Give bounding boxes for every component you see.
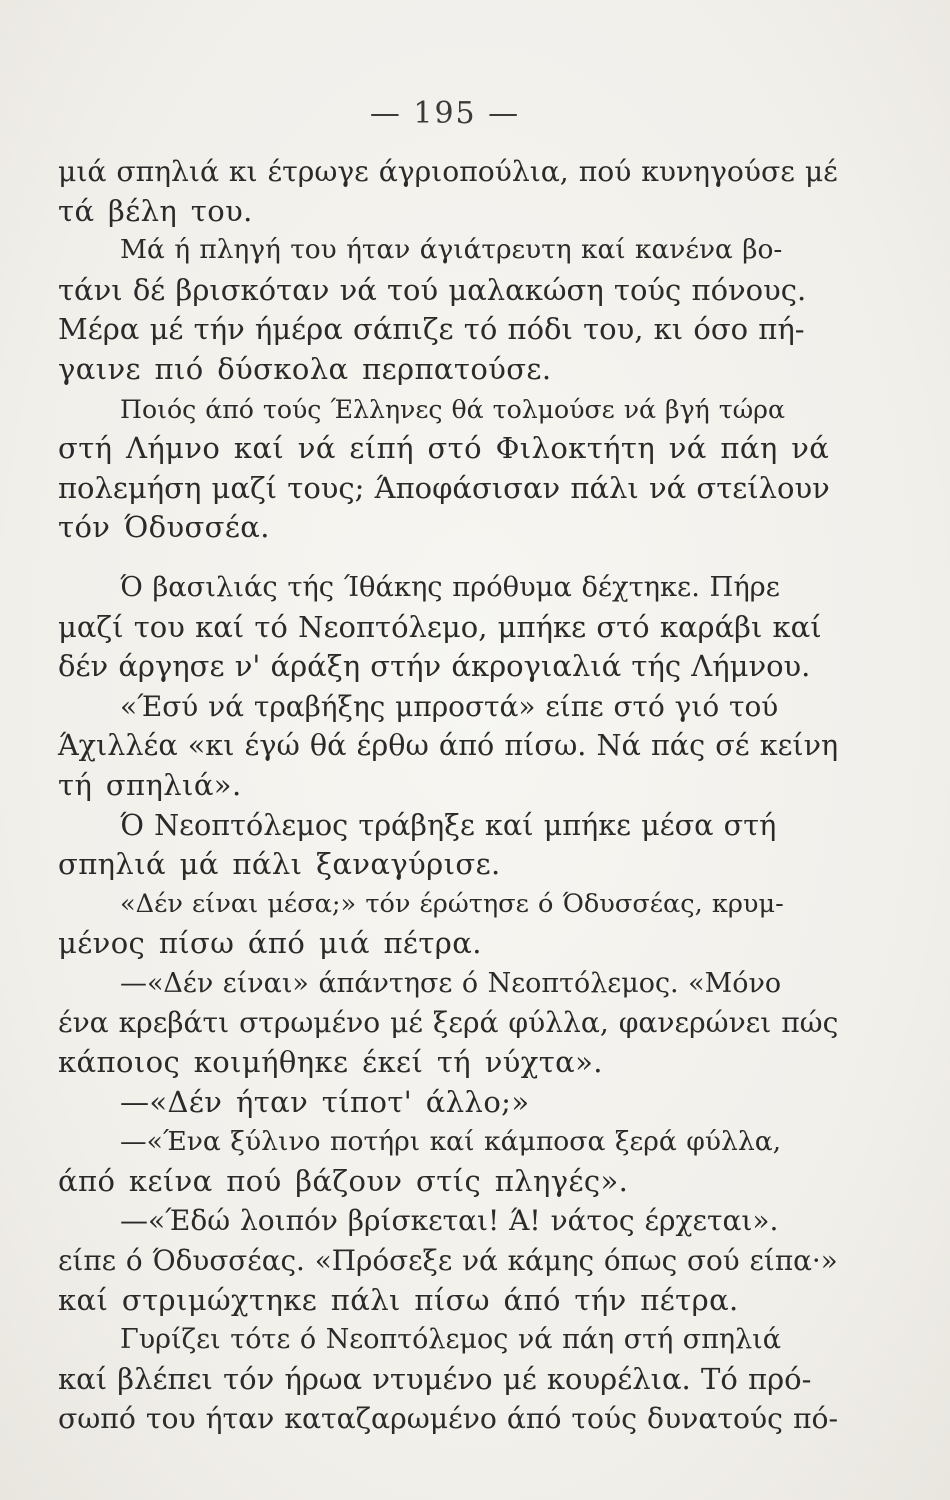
text-line: σπηλιά μά πάλι ξαναγύρισε. xyxy=(58,847,501,882)
text-line: στή Λήμνο καί νά είπή στό Φιλοκτήτη νά πάη νά xyxy=(58,431,830,466)
text-line: —«Δέν είναι» άπάντησε ό Νεοπτόλεμος. «Μόνο xyxy=(120,967,782,999)
text-line: Ό βασιλιάς τής Ίθάκης πρόθυμα δέχτηκε. Πήρε xyxy=(120,571,780,603)
text-line: Ό Νεοπτόλεμος τράβηξε καί μπήκε μέσα στή xyxy=(120,807,777,842)
text-line: «Έσύ νά τραβήξης μπροστά» είπε στό γιό τού xyxy=(120,689,779,723)
text-line: μιά σπηλιά κι έτρωγε άγριοπούλια, πού κυνηγούσε μέ xyxy=(58,155,838,188)
text-line: τά βέλη του. xyxy=(58,193,253,228)
text-line: μαζί του καί τό Νεοπτόλεμο, μπήκε στό καράβι καί xyxy=(58,609,822,644)
page-number: — 195 — xyxy=(369,96,521,131)
text-line: πολεμήση μαζί τους; Άποφάσισαν πάλι νά στείλουν xyxy=(58,470,830,505)
text-line: καί στριμώχτηκε πάλι πίσω άπό τήν πέτρα. xyxy=(58,1282,739,1317)
text-line: Μά ή πληγή του ήταν άγιάτρευτη καί κανένα βο- xyxy=(120,235,783,266)
text-line: «Δέν είναι μέσα;» τόν έρώτησε ό Όδυσσέας, κρυμ- xyxy=(120,888,784,919)
text-line: δέν άργησε ν' άράξη στήν άκρογιαλιά τής Λήμνου. xyxy=(58,649,811,684)
text-line: —«Ένα ξύλινο ποτήρι καί κάμποσα ξερά φύλλα, xyxy=(120,1126,782,1158)
text-line: —«Έδώ λοιπόν βρίσκεται! Ά! νάτος έρχεται». xyxy=(120,1204,779,1238)
text-line: τόν Όδυσσέα. xyxy=(58,510,270,545)
text-line: άπό κείνα πού βάζουν στίς πληγές». xyxy=(58,1163,629,1198)
text-line: καί βλέπει τόν ήρωα ντυμένο μέ κουρέλια. Τό πρό- xyxy=(58,1361,812,1396)
text-line: Γυρίζει τότε ό Νεοπτόλεμος νά πάη στή σπηλιά xyxy=(120,1324,781,1356)
text-line: τή σπηλιά». xyxy=(58,767,242,802)
text-line: τάνι δέ βρισκόταν νά τού μαλακώση τούς πόνους. xyxy=(58,272,807,307)
text-line: Ποιός άπό τούς Έλληνες θά τολμούσε νά βγή τώρα xyxy=(120,394,785,424)
text-line: σωπό του ήταν καταζαρωμένο άπό τούς δυνατούς πό- xyxy=(58,1402,839,1436)
text-line: κάποιος κοιμήθηκε έκεί τή νύχτα». xyxy=(58,1045,603,1080)
text-line: Μέρα μέ τήν ήμέρα σάπιζε τό πόδι του, κι όσο πή- xyxy=(58,312,805,347)
text-line: ένα κρεβάτι στρωμένο μέ ξερά φύλλα, φανερώνει πώς xyxy=(58,1006,839,1040)
text-line: μένος πίσω άπό μιά πέτρα. xyxy=(58,926,482,961)
text-line: γαινε πιό δύσκολα περπατούσε. xyxy=(58,351,552,386)
text-line: είπε ό Όδυσσέας. «Πρόσεξε νά κάμης όπως σού είπα·» xyxy=(58,1244,838,1278)
text-line: —«Δέν ήταν τίποτ' άλλο;» xyxy=(120,1084,530,1119)
body-text xyxy=(58,152,838,1439)
text-line: Άχιλλέα «κι έγώ θά έρθω άπό πίσω. Νά πάς σέ κείνη xyxy=(58,728,839,763)
